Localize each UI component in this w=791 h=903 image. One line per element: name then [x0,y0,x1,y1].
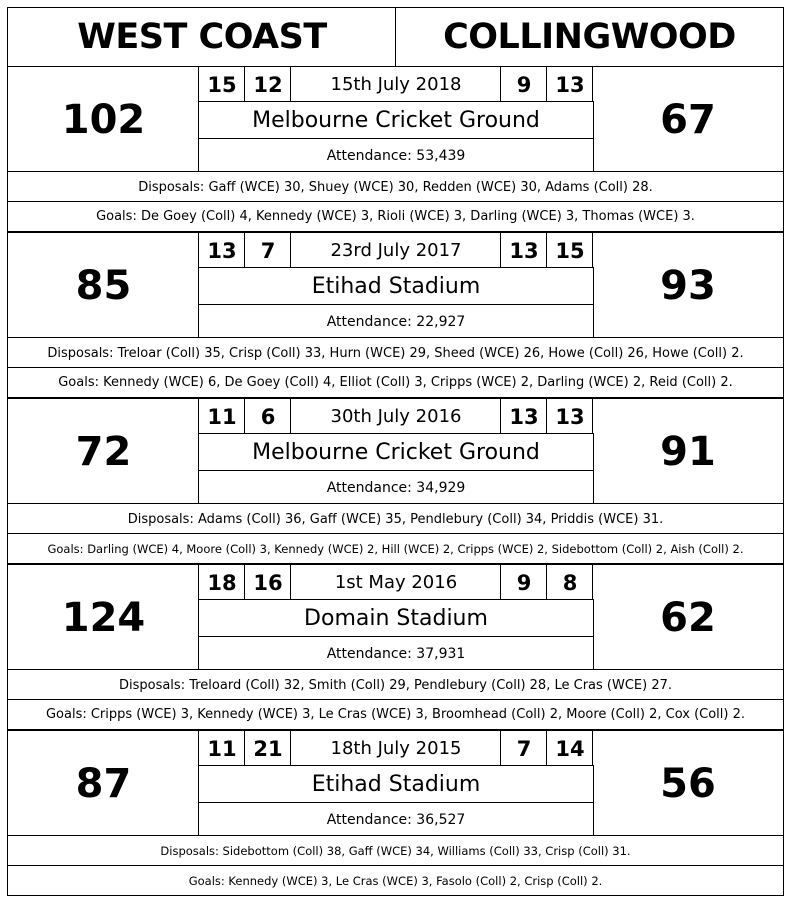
away-goals: 9 [500,66,548,103]
goals-line: Goals: De Goey (Coll) 4, Kennedy (WCE) 3, Rioli (WCE) 3, Darling (WCE) 3, Thomas (WCE) 3. [7,201,784,232]
attendance: Attendance: 53,439 [198,138,594,173]
match-block-1 [0,66,791,232]
home-behinds: 7 [244,232,292,269]
disposals-line: Disposals: Treloard (Coll) 32, Smith (Coll) 29, Pendlebury (Coll) 28, Le Cras (WCE) 27. [7,669,784,701]
venue: Etihad Stadium [198,765,594,804]
away-goals: 13 [500,398,548,435]
home-goals: 13 [198,232,246,269]
goals-line: Goals: Kennedy (WCE) 6, De Goey (Coll) 4, Elliot (Coll) 3, Cripps (WCE) 2, Darling (WCE) 2, Reid (Coll) 2. [7,367,784,398]
disposals-line: Disposals: Adams (Coll) 36, Gaff (WCE) 35, Pendlebury (Coll) 34, Priddis (WCE) 31. [7,503,784,535]
disposals-line: Disposals: Sidebottom (Coll) 38, Gaff (WCE) 34, Williams (Coll) 33, Crisp (Coll) 31. [7,835,784,867]
home-final-score: 72 [7,398,200,505]
match-date: 23rd July 2017 [290,232,502,269]
home-behinds: 12 [244,66,292,103]
away-behinds: 14 [546,730,594,767]
away-final-score: 62 [592,564,784,671]
away-goals: 13 [500,232,548,269]
attendance: Attendance: 37,931 [198,636,594,671]
goals-line: Goals: Kennedy (WCE) 3, Le Cras (WCE) 3, Fasolo (Coll) 2, Crisp (Coll) 2. [7,865,784,896]
match-date: 18th July 2015 [290,730,502,767]
home-team-header [7,7,397,67]
attendance: Attendance: 34,929 [198,470,594,505]
venue: Domain Stadium [198,599,594,638]
away-final-score: 93 [592,232,784,339]
home-goals: 11 [198,730,246,767]
match-date: 1st May 2016 [290,564,502,601]
away-goals: 7 [500,730,548,767]
home-final-score: 87 [7,730,200,837]
away-final-score: 67 [592,66,784,173]
match-block-3 [0,398,791,564]
away-behinds: 15 [546,232,594,269]
match-block-5 [0,730,791,896]
away-final-score: 56 [592,730,784,837]
disposals-line: Disposals: Treloar (Coll) 35, Crisp (Coll) 33, Hurn (WCE) 29, Sheed (WCE) 26, Howe (Coll) 26, Howe (Coll) 2. [7,337,784,369]
home-goals: 18 [198,564,246,601]
match-block-2 [0,232,791,398]
home-behinds: 6 [244,398,292,435]
home-behinds: 21 [244,730,292,767]
match-date: 15th July 2018 [290,66,502,103]
away-team-header [395,7,784,67]
attendance: Attendance: 22,927 [198,304,594,339]
home-final-score: 85 [7,232,200,339]
away-team-name: COLLINGWOOD [443,17,736,57]
goals-line: Goals: Cripps (WCE) 3, Kennedy (WCE) 3, Le Cras (WCE) 3, Broomhead (Coll) 2, Moore (Coll) 2, Cox (Coll) 2. [7,699,784,730]
home-behinds: 16 [244,564,292,601]
match-block-4 [0,564,791,730]
away-behinds: 13 [546,66,594,103]
venue: Etihad Stadium [198,267,594,306]
venue: Melbourne Cricket Ground [198,101,594,140]
away-goals: 9 [500,564,548,601]
away-behinds: 13 [546,398,594,435]
away-final-score: 91 [592,398,784,505]
goals-line: Goals: Darling (WCE) 4, Moore (Coll) 3, Kennedy (WCE) 2, Hill (WCE) 2, Cripps (WCE) 2, Sidebottom (Coll) 2, Aish (Coll) 2. [7,533,784,564]
home-final-score: 124 [7,564,200,671]
home-final-score: 102 [7,66,200,173]
home-goals: 11 [198,398,246,435]
attendance: Attendance: 36,527 [198,802,594,837]
disposals-line: Disposals: Gaff (WCE) 30, Shuey (WCE) 30, Redden (WCE) 30, Adams (Coll) 28. [7,171,784,203]
venue: Melbourne Cricket Ground [198,433,594,472]
match-date: 30th July 2016 [290,398,502,435]
away-behinds: 8 [546,564,594,601]
home-goals: 15 [198,66,246,103]
home-team-name: WEST COAST [77,17,327,57]
